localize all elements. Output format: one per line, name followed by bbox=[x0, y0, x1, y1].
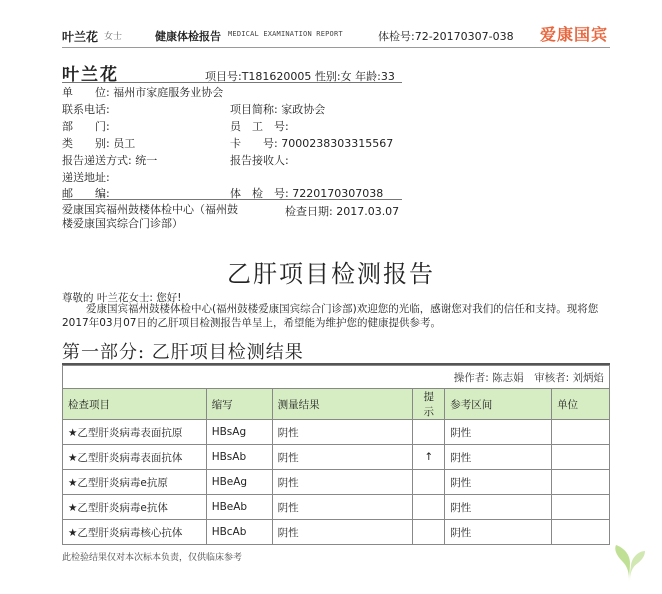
category-row bbox=[62, 135, 135, 151]
col-header-hint: 提示 bbox=[413, 389, 445, 420]
header-report-title: 健康体检报告 bbox=[155, 30, 221, 43]
cell-reference: 阴性 bbox=[445, 470, 552, 495]
cell-reference: 阴性 bbox=[445, 445, 552, 470]
exam-number-label: 体 检 号: bbox=[230, 187, 289, 200]
table-row bbox=[63, 445, 610, 470]
operator-line: 操作者: 陈志娟 审核者: 刘炳焰 bbox=[63, 366, 610, 389]
address-label: 递送地址: bbox=[62, 171, 110, 184]
patient-name: 叶兰花 bbox=[62, 65, 119, 85]
cell-result: 阴性 bbox=[272, 420, 413, 445]
header-exam-number: 体检号:72-20170307-038 bbox=[378, 30, 514, 43]
intro-paragraph: 爱康国宾福州鼓楼体检中心(福州鼓楼爱康国宾综合门诊部)欢迎您的光临，感谢您对我们的信任和支持。现将您2017年03月07日的乙肝项目检测报告单呈上，希望能为维护您的健康提供参考。 bbox=[62, 303, 599, 329]
cell-abbr: HBeAg bbox=[206, 470, 272, 495]
exam-number-value: 7220170307038 bbox=[292, 187, 384, 200]
cell-result: 阴性 bbox=[272, 445, 413, 470]
unit-label: 单 位: bbox=[62, 86, 110, 99]
col-header-reference: 参考区间 bbox=[445, 389, 552, 420]
cell-hint bbox=[413, 420, 445, 445]
patient-id-line: 项目号:T181620005 性别:女 年龄:33 bbox=[205, 70, 395, 83]
delivery-label: 报告递送方式: bbox=[62, 154, 132, 167]
cell-item: ★乙型肝炎病毒e抗原 bbox=[63, 470, 207, 495]
cell-result: 阴性 bbox=[272, 470, 413, 495]
staff-number-label: 员 工 号: bbox=[230, 120, 289, 133]
unit-row bbox=[62, 84, 223, 100]
report-title: 乙肝项目检测报告 bbox=[227, 260, 435, 288]
header-report-title-en: MEDICAL EXAMINATION REPORT bbox=[228, 30, 343, 38]
table-row bbox=[63, 495, 610, 520]
delivery-row bbox=[62, 152, 157, 168]
table-header-row bbox=[63, 389, 610, 420]
unit-value: 福州市家庭服务业协会 bbox=[113, 86, 224, 99]
col-header-unit: 单位 bbox=[552, 389, 610, 420]
cell-hint bbox=[413, 520, 445, 545]
cell-unit bbox=[552, 445, 610, 470]
cell-item: ★乙型肝炎病毒表面抗原 bbox=[63, 420, 207, 445]
greeting: 尊敬的 叶兰花女士: 您好! bbox=[62, 292, 182, 304]
cell-reference: 阴性 bbox=[445, 420, 552, 445]
exam-date: 检查日期: 2017.03.07 bbox=[285, 205, 400, 218]
section-title: 第一部分: 乙肝项目检测结果 bbox=[62, 342, 304, 363]
table-row bbox=[63, 520, 610, 545]
project-value: 家政协会 bbox=[281, 103, 326, 116]
results-table bbox=[62, 365, 610, 545]
category-value: 员工 bbox=[113, 137, 136, 150]
col-header-abbr: 缩写 bbox=[206, 389, 272, 420]
cell-abbr: HBsAb bbox=[206, 445, 272, 470]
phone-label: 联系电话: bbox=[62, 103, 110, 116]
leaf-icon bbox=[610, 543, 648, 583]
project-row bbox=[230, 101, 325, 117]
operator-row bbox=[63, 366, 610, 389]
cell-result: 阴性 bbox=[272, 520, 413, 545]
cell-item: ★乙型肝炎病毒表面抗体 bbox=[63, 445, 207, 470]
exam-center-name: 爱康国宾福州鼓楼体检中心（福州鼓楼爱康国宾综合门诊部） bbox=[62, 203, 238, 230]
cell-unit bbox=[552, 420, 610, 445]
divider bbox=[62, 199, 402, 200]
divider bbox=[62, 82, 402, 83]
receiver-label: 报告接收人: bbox=[230, 154, 289, 167]
dept-label: 部 门: bbox=[62, 120, 110, 133]
delivery-value: 统一 bbox=[135, 154, 158, 167]
cell-item: ★乙型肝炎病毒e抗体 bbox=[63, 495, 207, 520]
card-value: 7000238303315567 bbox=[281, 137, 394, 150]
header-patient-name: 叶兰花 bbox=[62, 30, 99, 44]
postcode-label: 邮 编: bbox=[62, 187, 110, 200]
cell-hint bbox=[413, 470, 445, 495]
cell-abbr: HBsAg bbox=[206, 420, 272, 445]
brand-logo: 爱康国宾 bbox=[539, 25, 608, 44]
card-label: 卡 号: bbox=[230, 137, 278, 150]
cell-item: ★乙型肝炎病毒核心抗体 bbox=[63, 520, 207, 545]
cell-abbr: HBcAb bbox=[206, 520, 272, 545]
report-header bbox=[62, 22, 610, 48]
cell-abbr: HBeAb bbox=[206, 495, 272, 520]
cell-unit bbox=[552, 470, 610, 495]
cell-result: 阴性 bbox=[272, 495, 413, 520]
cell-unit bbox=[552, 495, 610, 520]
project-label: 项目简称: bbox=[230, 103, 278, 116]
header-gender: 女士 bbox=[104, 32, 123, 42]
col-header-result: 测量结果 bbox=[272, 389, 413, 420]
col-header-item: 检查项目 bbox=[63, 389, 207, 420]
cell-reference: 阴性 bbox=[445, 520, 552, 545]
cell-hint bbox=[413, 495, 445, 520]
cell-unit bbox=[552, 520, 610, 545]
footnote: 此检验结果仅对本次标本负责，仅供临床参考 bbox=[62, 553, 243, 563]
table-row bbox=[63, 420, 610, 445]
category-label: 类 别: bbox=[62, 137, 110, 150]
card-row bbox=[230, 135, 393, 151]
cell-reference: 阴性 bbox=[445, 495, 552, 520]
table-row bbox=[63, 470, 610, 495]
cell-hint: ↑ bbox=[413, 445, 445, 470]
